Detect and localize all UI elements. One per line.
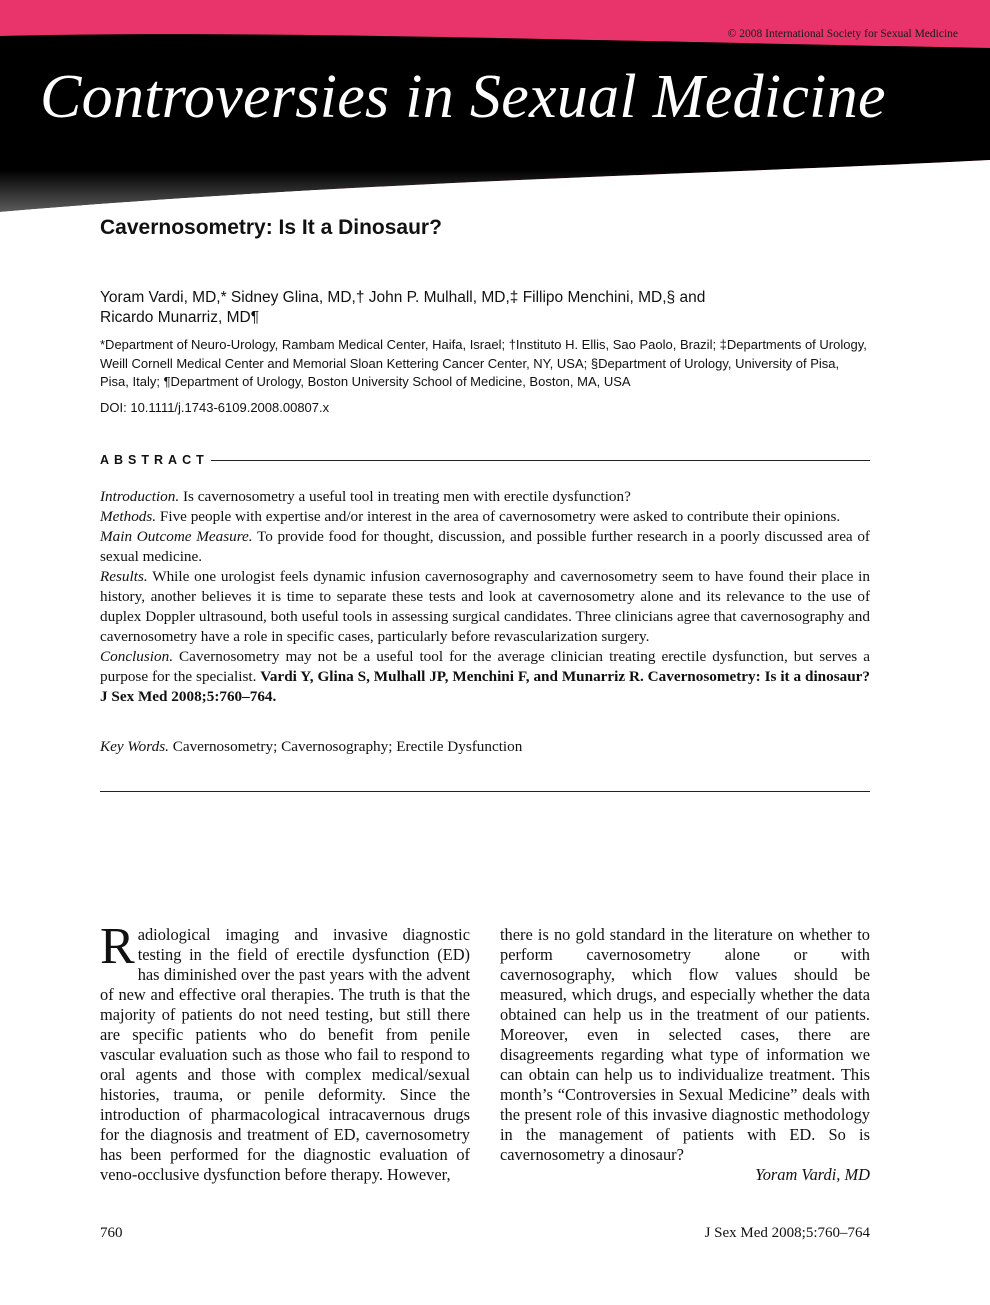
- left-column-text: adiological imaging and invasive diagnostic testing in the field of erectile dysfunction (ED) has diminished over the past years with the advent of new and effective oral therapies. The truth is that the majority of patients do not need testing, but still there are specific patients who do benefit from penile vascular evaluation such as those who fail to respond to oral agents and those with complex medical/sexual histories, trauma, or penile deformity. Since the introduction of pharmacological intracavernous drugs for the diagnosis and treatment of ED, cavernosometry has been performed for the diagnostic evaluation of veno-occlusive dysfunction before therapy. However,: [100, 925, 470, 1184]
- abstract-heading: [100, 450, 870, 470]
- keywords-text: Cavernosometry; Cavernosography; Erectile Dysfunction: [168, 738, 523, 755]
- conclusion-text: Cavernosometry may not be a useful tool for the average clinician treating erectile dysfunction, but serves a purpose for the specialist.: [100, 648, 870, 685]
- abstract-conclusion: [100, 647, 870, 707]
- methods-text: Five people with expertise and/or interest in the area of cavernosometry were asked to contribute their opinions.: [156, 508, 841, 525]
- abstract-bottom-rule: [100, 791, 870, 792]
- methods-label: Methods.: [100, 508, 157, 525]
- abstract-introduction: [100, 487, 870, 507]
- journal-reference: J Sex Med 2008;5:760–764: [704, 1225, 870, 1241]
- article-title: Cavernosometry: Is It a Dinosaur?: [100, 216, 442, 239]
- introduction-text: Is cavernosometry a useful tool in treating men with erectile dysfunction?: [179, 488, 631, 505]
- doi: DOI: 10.1111/j.1743-6109.2008.00807.x: [100, 400, 330, 415]
- signature: Yoram Vardi, MD: [755, 1165, 870, 1184]
- abstract-body: [100, 487, 870, 707]
- drop-cap: R: [100, 918, 135, 975]
- results-text: While one urologist feels dynamic infusion cavernosography and cavernosometry seem to have found their place in history, another believes it is time to separate these tests and look at cavernosometry alone and its relevance to the use of duplex Doppler ultrasound, both useful tools in assessing surgical candidates. Three clinicians agree that cavernosography and cavernosometry have a role in specific cases, particularly before revascularization surgery.: [100, 568, 870, 645]
- outcome-label: Main Outcome Measure.: [100, 528, 253, 545]
- introduction-label: Introduction.: [100, 488, 180, 505]
- intro-paragraph: [100, 918, 470, 1185]
- copyright-notice: © 2008 International Society for Sexual Medicine: [727, 28, 958, 40]
- abstract-heading-rule: [211, 460, 870, 461]
- right-column-text: there is no gold standard in the literature on whether to perform cavernosometry alone or with cavernosography, which flow values should be measured, which drugs, and especially whether the data obtained can help us in the treatment of our patients. Moreover, even in selected cases, there are disagreements regarding what type of information we can obtain can help us to individualize treatment. This month’s “Controversies in Sexual Medicine” deals with the present role of this invasive diagnostic methodology in the management of patients with ED. So is cavernosometry a dinosaur?: [500, 925, 870, 1164]
- abstract-outcome: [100, 527, 870, 567]
- results-label: Results.: [100, 568, 148, 585]
- outcome-text: To provide food for thought, discussion, and possible further research in a poorly discussed area of sexual medicine.: [100, 528, 870, 565]
- body-column-right: [500, 925, 870, 1185]
- page-number: 760: [100, 1225, 123, 1241]
- affiliations: *Department of Neuro-Urology, Rambam Medical Center, Haifa, Israel; †Instituto H. Ellis, Sao Paolo, Brazil; ‡Departments of Urology, Weill Cornell Medical Center and Memorial Sloan Kettering Cancer Center, NY, USA; §Department of Urology, University of Pisa, Pisa, Italy; ¶Department of Urology, Boston University School of Medicine, Boston, MA, USA: [100, 337, 867, 389]
- authors-line: Ricardo Munarriz, MD¶: [100, 309, 260, 326]
- authors-line: Yoram Vardi, MD,* Sidney Glina, MD,† John P. Mulhall, MD,‡ Fillipo Menchini, MD,§ and: [100, 289, 706, 306]
- abstract-methods: [100, 507, 870, 527]
- keywords-label: Key Words.: [100, 738, 169, 755]
- author-list: [100, 288, 870, 328]
- journal-title: Controversies in Sexual Medicine: [40, 63, 886, 131]
- abstract-results: [100, 567, 870, 647]
- conclusion-label: Conclusion.: [100, 648, 173, 665]
- body-column-left: [100, 918, 470, 1185]
- citation: Vardi Y, Glina S, Mulhall JP, Menchini F, and Munarriz R. Cavernosometry: Is it a dinosaur? J Sex Med 2008;5:760–764.: [100, 668, 870, 705]
- abstract-heading-label: ABSTRACT: [100, 453, 209, 467]
- key-words: [100, 737, 870, 757]
